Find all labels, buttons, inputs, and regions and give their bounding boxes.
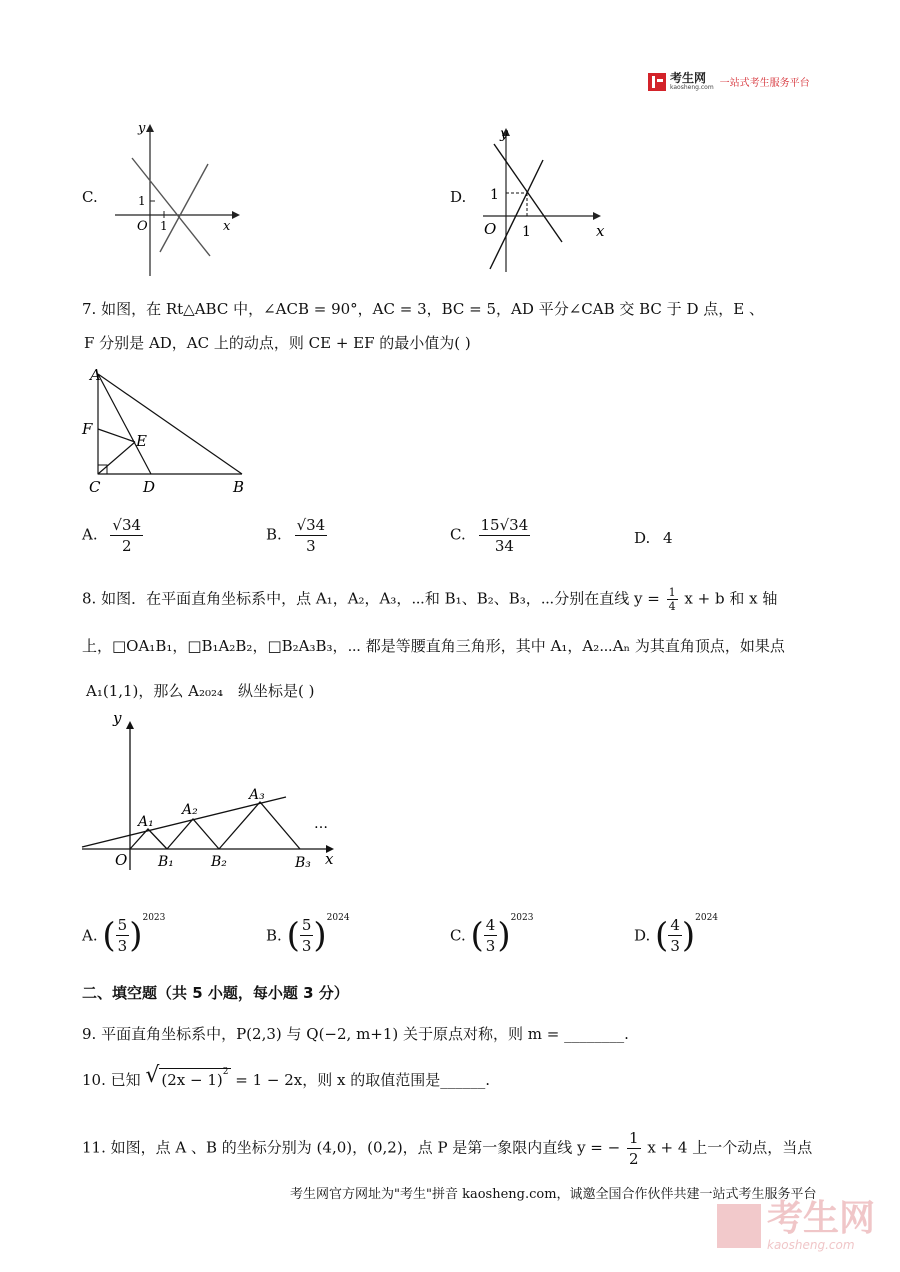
q8-option-c-num: 4: [485, 916, 496, 934]
q8-option-a-num: 5: [117, 916, 128, 934]
graph-d-one-x: 1: [522, 224, 531, 240]
q6-option-d-label: D.: [450, 188, 467, 206]
q10-text: [82, 1063, 491, 1091]
graph-c-one-y: 1: [138, 194, 146, 208]
q8-option-a-den: 3: [117, 937, 128, 955]
q7-option-d-label: D.: [634, 529, 651, 547]
q8-option-c-den: 3: [485, 937, 496, 955]
q6-graph-d: [478, 124, 613, 274]
q8-frac-den: 4: [668, 600, 676, 613]
fig8-b1: B₁: [158, 854, 174, 870]
sqrt-icon: √: [145, 1063, 160, 1088]
fig7-label-d: D: [143, 478, 156, 496]
q7-option-a-num: √34: [112, 516, 142, 534]
q8-option-b[interactable]: B. ( $\frac{5}{3}$ )$^{2024}$: [266, 913, 350, 956]
q8-line2: 上，□OA₁B₁，□B₁A₂B₂，□B₂A₃B₃，⋯ 都是等腰直角三角形，其中 A₁，A₂⋯Aₙ 为其直角顶点，如果点: [82, 637, 785, 655]
q8-option-c[interactable]: C. ( $\frac{4}{3}$ )$^{2023}$: [450, 913, 534, 956]
q7-option-d-value: 4: [663, 529, 673, 547]
q8-line1: [82, 586, 777, 613]
q8-option-b-exp: 2024: [326, 913, 350, 923]
q8-figure: [78, 715, 348, 875]
fig7-label-a: A: [90, 366, 101, 384]
watermark: [717, 1200, 875, 1252]
fig8-x-label: x: [325, 850, 334, 868]
fig8-b3: B₃: [295, 855, 311, 871]
q8-option-d-label: D.: [634, 926, 651, 945]
q7-option-c-den: 34: [494, 537, 514, 555]
fig8-origin: O: [115, 851, 128, 869]
q8-line3: A₁(1,1)，那么 A₂₀₂₄ 纵坐标是( ): [86, 682, 315, 700]
q10-radical: [145, 1063, 230, 1091]
fig8-b2: B₂: [211, 854, 227, 870]
q8-option-d-exp: 2024: [695, 913, 719, 923]
q10-post: = 1 − 2x，则 x 的取值范围是______.: [235, 1071, 491, 1089]
q9-text: 9. 平面直角坐标系中，P(2,3) 与 Q(−2, m+1) 关于原点对称，则 m = ________.: [82, 1025, 629, 1043]
q8-option-c-label: C.: [450, 926, 466, 945]
graph-c-one-x: 1: [160, 219, 168, 233]
graph-c-origin: O: [137, 219, 148, 234]
q7-option-c[interactable]: [450, 515, 530, 556]
fig7-label-f: F: [82, 420, 93, 438]
q6-graph-c: [110, 118, 240, 278]
fig8-a2: A₂: [182, 802, 198, 818]
q7-figure: [80, 362, 260, 498]
q8-option-a-exp: 2023: [142, 913, 166, 923]
section-heading: 二、填空题（共 5 小题，每小题 3 分）: [82, 984, 349, 1002]
q7-option-a[interactable]: [82, 515, 143, 556]
q8-option-b-den: 3: [301, 937, 312, 955]
q8-option-a[interactable]: A. ( $\frac{5}{3}$ )$^{2023}$: [82, 913, 166, 956]
brand-logo-icon: [648, 73, 666, 91]
q7-option-b[interactable]: [266, 515, 327, 556]
q7-option-b-label: B.: [266, 525, 282, 544]
q7-option-a-label: A.: [82, 525, 98, 544]
graph-c-x-label: x: [223, 219, 231, 234]
q8-option-d-num: 4: [670, 916, 680, 934]
fig7-label-c: C: [89, 478, 101, 496]
graph-c-y-label: y: [138, 121, 146, 136]
q8-option-b-num: 5: [301, 916, 312, 934]
graph-d-y-label: y: [500, 126, 508, 142]
q7-option-b-num: √34: [296, 516, 326, 534]
q8-option-c-exp: 2023: [510, 913, 534, 923]
q7-option-d[interactable]: [634, 527, 673, 549]
fig8-dots: …: [314, 816, 328, 832]
q7-line2: F 分别是 AD，AC 上的动点，则 CE + EF 的最小值为( ): [84, 334, 471, 352]
q11-post: x + 4 上一个动点，当点: [647, 1138, 813, 1157]
q10-exp: 2: [222, 1067, 229, 1077]
q8-frac-num: 1: [668, 586, 676, 599]
fig7-label-b: B: [233, 478, 245, 496]
header-logo: [648, 72, 810, 91]
fig8-a3: A₃: [249, 787, 265, 803]
q11-text: [82, 1128, 812, 1169]
watermark-brand: 考生网: [767, 1198, 876, 1239]
watermark-logo-icon: [717, 1204, 761, 1248]
graph-d-x-label: x: [596, 222, 605, 240]
q8-line1-text: 8. 如图．在平面直角坐标系中，点 A₁，A₂，A₃，⋯和 B₁、B₂、B₃，⋯分别在直线 y =: [82, 589, 660, 608]
graph-d-one-y: 1: [490, 187, 499, 203]
q8-line1-text-b: x + b 和 x 轴: [684, 589, 778, 608]
q7-line1: 7. 如图，在 Rt△ABC 中，∠ACB = 90°，AC = 3，BC = 5，AD 平分∠CAB 交 BC 于 D 点，E 、: [82, 300, 764, 318]
q8-option-b-label: B.: [266, 926, 282, 945]
fig8-y-label: y: [113, 715, 122, 727]
q11-frac-num: 1: [629, 1129, 639, 1147]
q11-pre: 11. 如图，点 A 、B 的坐标分别为 (4,0)，(0,2)，点 P 是第一象限内直线 y = −: [82, 1138, 621, 1157]
header-slogan: 一站式考生服务平台: [719, 78, 810, 89]
q10-pre: 10. 已知: [82, 1071, 141, 1089]
q7-option-b-den: 3: [306, 537, 316, 555]
q10-radicand: (2x − 1): [161, 1071, 223, 1089]
q7-option-c-label: C.: [450, 525, 466, 544]
fig7-label-e: E: [136, 432, 147, 450]
graph-d-origin: O: [484, 220, 497, 238]
header-sub: kaosheng.com: [670, 84, 714, 91]
q6-option-c-label: C.: [82, 188, 98, 206]
q8-option-d-den: 3: [670, 937, 680, 955]
q7-option-c-num: 15√34: [480, 516, 529, 534]
q7-option-a-den: 2: [121, 537, 132, 555]
q8-option-a-label: A.: [82, 926, 98, 945]
q8-option-d[interactable]: D. ( $\frac{4}{3}$ )$^{2024}$: [634, 913, 719, 956]
watermark-sub: kaosheng.com: [767, 1238, 855, 1252]
footer-text: 考生网官方网址为"考生"拼音 kaosheng.com，诚邀全国合作伙伴共建一站式考生服务平台: [290, 1187, 817, 1202]
fig8-a1: A₁: [138, 814, 154, 830]
header-brand: 考生网: [670, 71, 707, 85]
q11-frac-den: 2: [629, 1150, 639, 1168]
